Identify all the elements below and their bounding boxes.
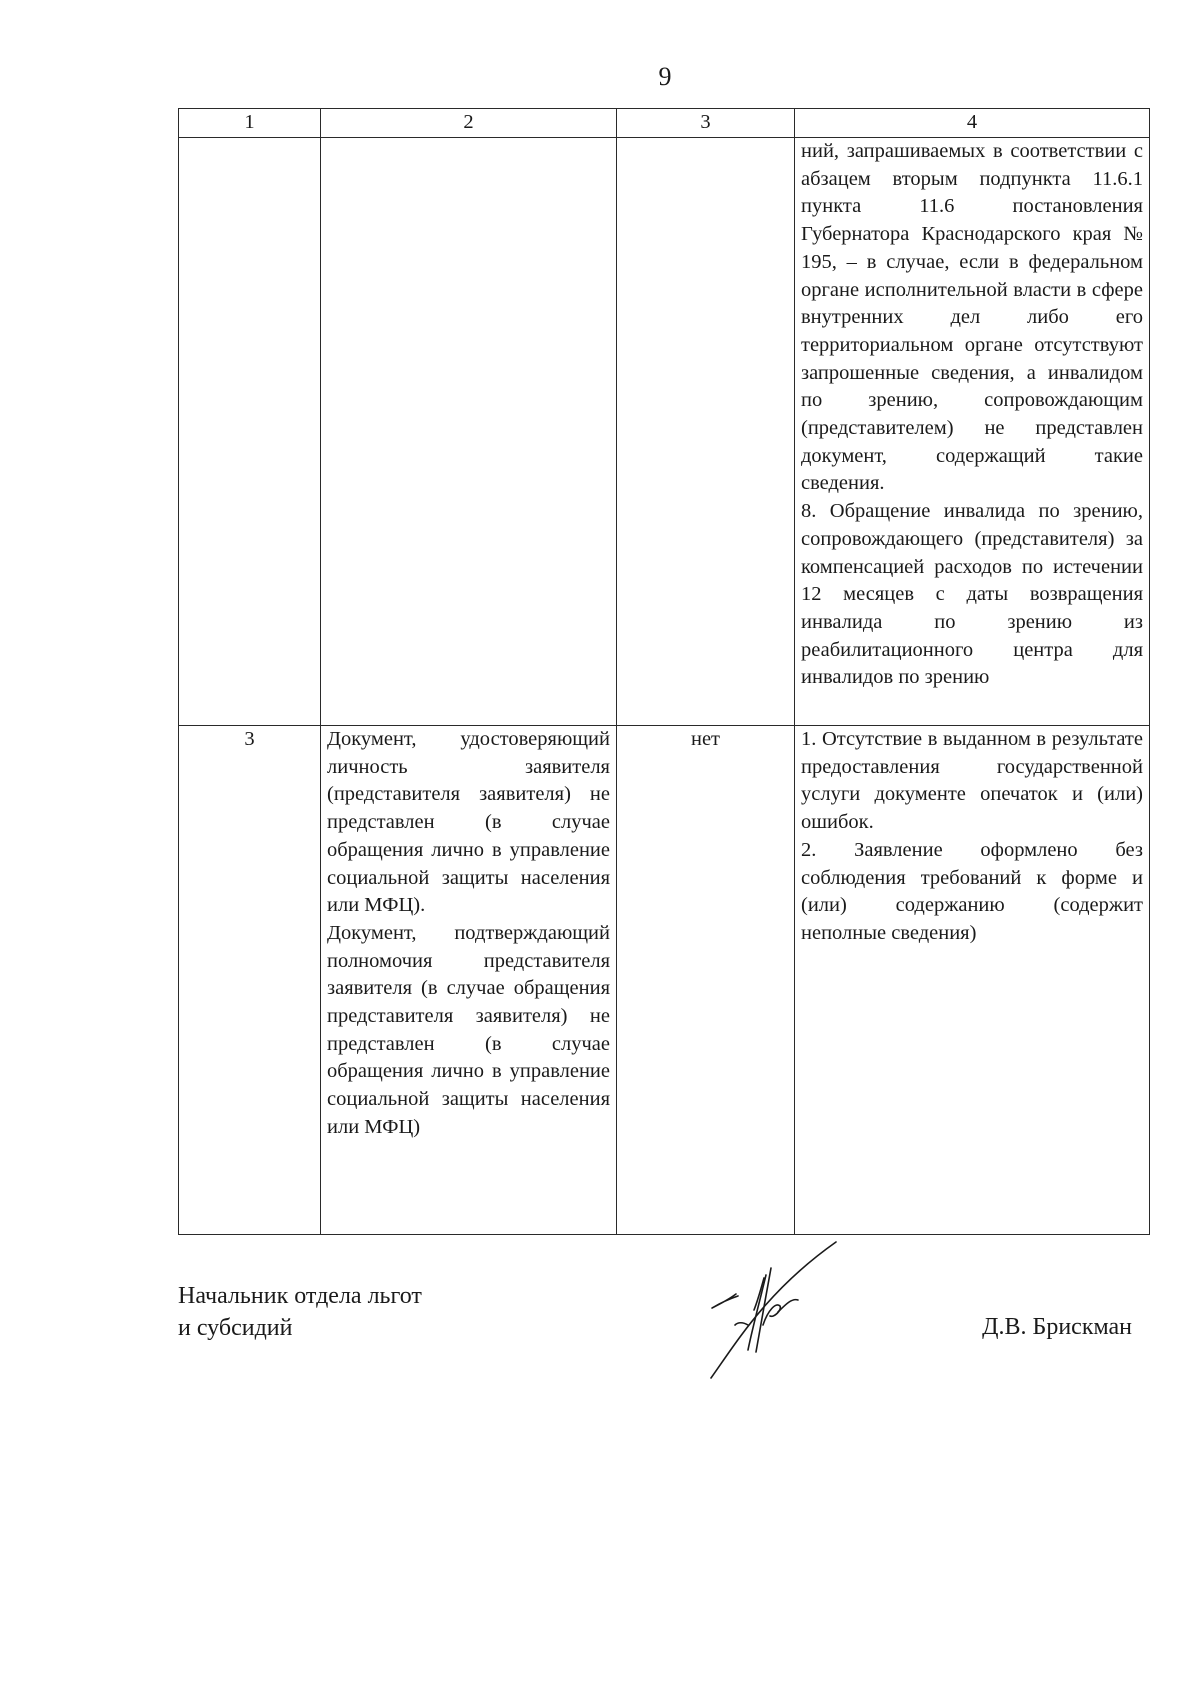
document-cell — [321, 726, 617, 1235]
table-row — [179, 138, 1150, 726]
grounds-cell — [795, 726, 1150, 1235]
grounds-cell — [795, 138, 1150, 726]
column-header-2: 2 — [321, 109, 617, 138]
availability-cell — [617, 138, 795, 726]
table-header-row — [179, 109, 1150, 138]
grounds-paragraph: 8. Обращение инвалида по зрению, сопровождающего (представителя) за компенсацией расходов по истечении 12 месяцев с даты возвращения инвалида по зрению из реабилитационного центра для инвалидов по зрению — [801, 500, 1143, 689]
row-number-cell — [179, 138, 321, 726]
position-line: и субсидий — [178, 1315, 293, 1341]
signer-name: Д.В. Брискман — [982, 1314, 1132, 1340]
grounds-paragraph: 1. Отсутствие в выданном в результате предоставления государственной услуги документе опечаток и (или) ошибок. — [801, 728, 1143, 834]
document-paragraph: Документ, подтверждающий полномочия представителя заявителя (в случае обращения представителя заявителя) не представлен (в случае обращения лично в управление социальной защиты населения или МФЦ) — [327, 921, 610, 1138]
grounds-paragraph: 2. Заявление оформлено без соблюдения требований к форме и (или) содержанию (содержит неполные сведения) — [801, 838, 1143, 944]
document-cell — [321, 138, 617, 726]
handwritten-signature — [708, 1230, 858, 1400]
document-paragraph: Документ, удостоверяющий личность заявителя (представителя заявителя) не представлен (в случае обращения лично в управление социальной защиты населения или МФЦ). — [327, 728, 610, 917]
availability-cell: нет — [617, 726, 795, 1235]
position-line: Начальник отдела льгот — [178, 1283, 422, 1309]
column-header-1: 1 — [179, 109, 321, 138]
page-number: 9 — [658, 62, 672, 91]
grounds-paragraph: ний, запрашиваемых в соответствии с абзацем вторым подпункта 11.6.1 пункта 11.6 постановления Губернатора Краснодарского края № 195, – в случае, если в федеральном органе исполнительной власти в сфере внутренних дел либо его территориальном органе отсутствуют запрошенные сведения, а инвалидом по зрению, сопровождающим (представителем) не представлен документ, содержащий такие сведения. — [801, 140, 1143, 495]
document-table — [178, 108, 1150, 1235]
signatory-position — [178, 1280, 422, 1344]
column-header-3: 3 — [617, 109, 795, 138]
table-row — [179, 726, 1150, 1235]
row-number-cell: 3 — [179, 726, 321, 1235]
column-header-4: 4 — [795, 109, 1150, 138]
